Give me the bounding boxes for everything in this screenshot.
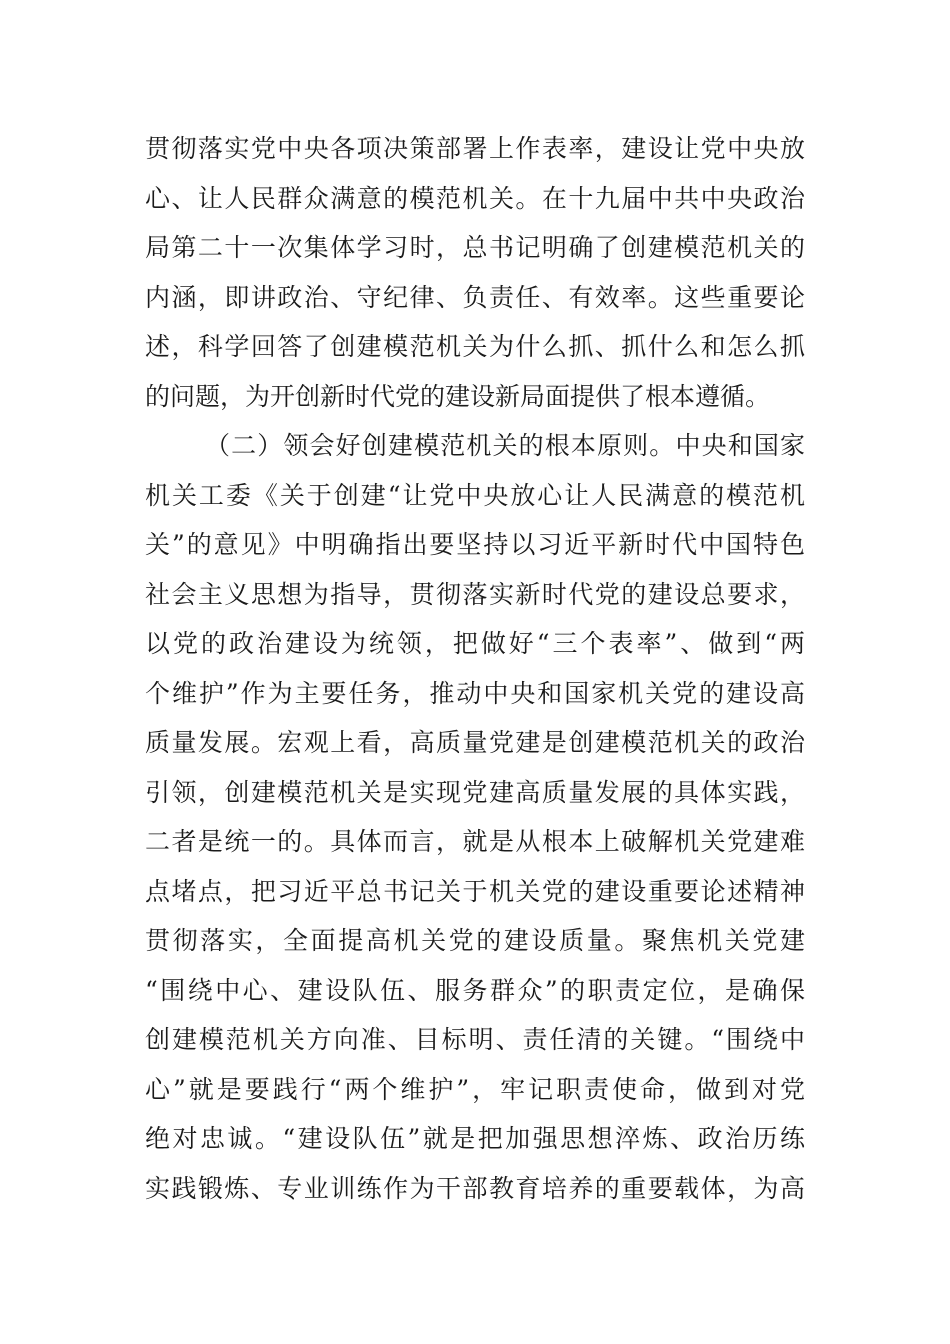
text-line: 创建模范机关方向准、目标明、责任清的关键。“围绕中 (145, 1025, 805, 1054)
text-line: 述，科学回答了创建模范机关为什么抓、抓什么和怎么抓 (145, 332, 805, 361)
text-line: 引领，创建模范机关是实现党建高质量发展的具体实践， (145, 777, 805, 807)
text-line: 绝对忠诚。“建设队伍”就是把加强思想淬炼、政治历练 (145, 1124, 805, 1153)
text-line: 的问题，为开创新时代党的建设新局面提供了根本遵循。 (145, 381, 771, 411)
text-line: 贯彻落实党中央各项决策部署上作表率，建设让党中央放 (145, 134, 805, 163)
text-line: 关”的意见》中明确指出要坚持以习近平新时代中国特色 (145, 530, 805, 559)
text-line: 质量发展。宏观上看，高质量党建是创建模范机关的政治 (145, 728, 805, 757)
text-line: 心”就是要践行“两个维护”，牢记职责使命，做到对党 (145, 1074, 805, 1104)
text-line: 实践锻炼、专业训练作为干部教育培养的重要载体，为高 (145, 1173, 805, 1203)
text-line: 二者是统一的。具体而言，就是从根本上破解机关党建难 (145, 827, 805, 856)
text-line: “围绕中心、建设队伍、服务群众”的职责定位，是确保 (145, 975, 805, 1005)
text-line: 个维护”作为主要任务，推动中央和国家机关党的建设高 (145, 678, 805, 708)
text-line: 贯彻落实，全面提高机关党的建设质量。聚焦机关党建 (145, 926, 805, 955)
text-line: 机关工委《关于创建“让党中央放心让人民满意的模范机 (145, 480, 805, 510)
body-text (145, 124, 805, 1213)
text-line: 局第二十一次集体学习时，总书记明确了创建模范机关的 (145, 233, 805, 262)
text-line: 点堵点，把习近平总书记关于机关党的建设重要论述精神 (145, 876, 805, 906)
text-line: 内涵，即讲政治、守纪律、负责任、有效率。这些重要论 (145, 282, 805, 312)
text-line: 社会主义思想为指导，贯彻落实新时代党的建设总要求， (145, 579, 805, 609)
text-line: 心、让人民群众满意的模范机关。在十九届中共中央政治 (145, 183, 805, 213)
paragraph-heading-line: （二）领会好创建模范机关的根本原则。中央和国家 (205, 431, 805, 460)
text-line: 以党的政治建设为统领，把做好“三个表率”、做到“两 (145, 629, 805, 658)
